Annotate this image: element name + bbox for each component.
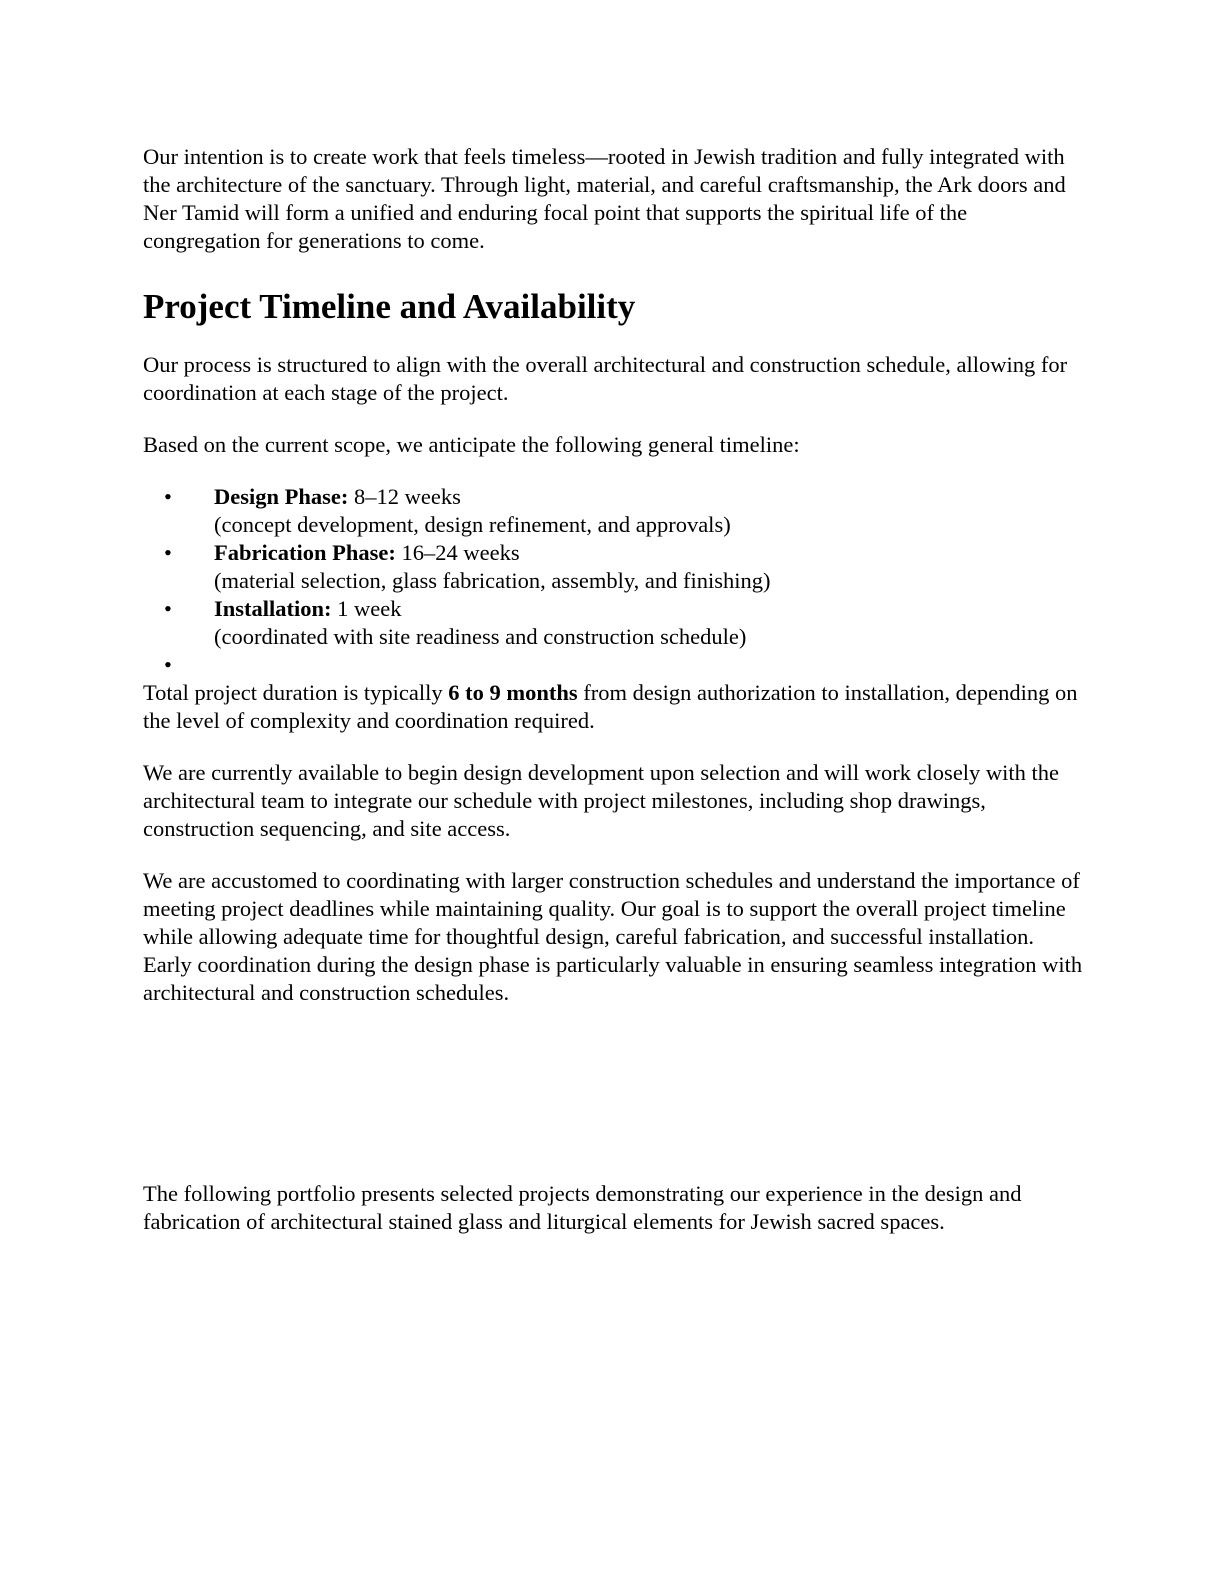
total-duration-before: Total project duration is typically: [143, 680, 449, 705]
phase-detail: (material selection, glass fabrication, assembly, and finishing): [214, 568, 771, 593]
phase-name: Design Phase:: [214, 484, 349, 509]
section-heading: Project Timeline and Availability: [143, 287, 636, 326]
bullet-icon: •: [164, 484, 172, 509]
bullet-icon: •: [164, 596, 172, 621]
total-duration-emphasis: 6 to 9 months: [448, 680, 578, 705]
timeline-list: [143, 483, 1083, 679]
intro-paragraph: Our intention is to create work that feels timeless—rooted in Jewish tradition and fully integrated with the architecture of the sanctuary. Through light, material, and careful craftsmanship, the Ark doors and Ner Tamid will form a unified and enduring focal point that supports the spiritual life of the congregation for generations to come.: [143, 144, 1066, 253]
coordination-paragraph: We are accustomed to coordinating with larger construction schedules and understand the importance of meeting project deadlines while maintaining quality. Our goal is to support the overall project timeline while allowing adequate time for thoughtful design, careful fabrication, and successful installation. Early coordination during the design phase is particularly valuable in ensuring seamless integration with architectural and construction schedules.: [143, 868, 1083, 1005]
list-item-design-phase: [143, 483, 1083, 539]
bullet-icon: •: [164, 540, 172, 565]
timeline-intro: Based on the current scope, we anticipate the following general timeline:: [143, 432, 800, 457]
availability-paragraph: We are currently available to begin design development upon selection and will work closely with the architectural team to integrate our schedule with project milestones, including shop drawings, construction sequencing, and site access.: [143, 760, 1060, 841]
portfolio-paragraph: The following portfolio presents selected projects demonstrating our experience in the design and fabrication of architectural stained glass and liturgical elements for Jewish sacred spaces.: [143, 1181, 1022, 1234]
bullet-icon: •: [164, 652, 172, 677]
total-duration-after: from design authorization to installation, depending on the level of complexity and coordination required.: [143, 680, 1078, 733]
phase-duration: 1 week: [331, 596, 402, 621]
phase-detail: (concept development, design refinement, and approvals): [214, 512, 731, 537]
phase-name: Fabrication Phase:: [214, 540, 396, 565]
phase-name: Installation:: [214, 596, 332, 621]
phase-duration: 16–24 weeks: [395, 540, 520, 565]
phase-duration: 8–12 weeks: [348, 484, 461, 509]
list-item-installation: [143, 595, 1083, 651]
list-item-empty: [143, 651, 1083, 679]
document-body: [143, 143, 1083, 1031]
process-paragraph: Our process is structured to align with the overall architectural and construction schedule, allowing for coordination at each stage of the project.: [143, 352, 1068, 405]
total-duration-paragraph: [143, 679, 1083, 735]
list-item-fabrication-phase: [143, 539, 1083, 595]
phase-detail: (coordinated with site readiness and construction schedule): [214, 624, 747, 649]
